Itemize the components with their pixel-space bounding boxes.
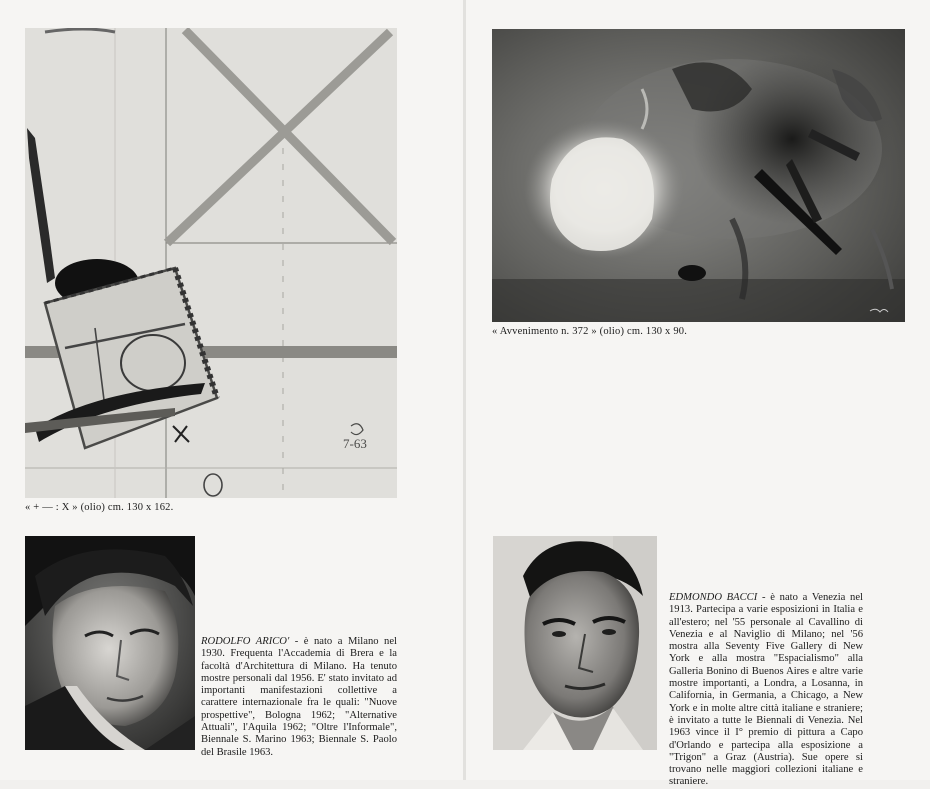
painting-caption-bacci: « Avvenimento n. 372 » (olio) cm. 130 x 90.: [492, 326, 688, 337]
artist-name-bacci: EDMONDO BACCI: [669, 592, 758, 603]
bio-arico: [201, 636, 397, 759]
painting-bacci: [492, 29, 905, 322]
artist-name-arico: RODOLFO ARICO': [201, 636, 290, 647]
bio-bacci: [669, 592, 863, 789]
portrait-bacci: [493, 536, 657, 750]
portrait-arico: [25, 536, 195, 750]
artist-bio-arico: - è nato a Milano nel 1930. Frequenta l'Accademia di Brera e la facoltà d'Architettura di Milano. Ha tenuto mostre personali dal 1956. E' stato invitato ad importanti manifestazioni collettive a carattere internazionale fra le quali: "Nuove prospettive", Bologna 1962; "Alternative Attuali", l'Aquila 1962; "Oltre l'Informale", Biennale S. Marino 1963; Biennale S. Paolo del Brasile 1963.: [201, 636, 397, 758]
painting-signature: 7-63: [343, 436, 367, 451]
painting-caption-arico: « + — : X » (olio) cm. 130 x 162.: [25, 502, 174, 513]
painting-arico: [25, 28, 397, 498]
artist-bio-bacci: - è nato a Venezia nel 1913. Partecipa a varie esposizioni in Italia e all'estero; nel '55 personale al Cavallino di Venezia e al Naviglio di Milano; nel '56 mostra alla Seventy Five Gallery di New York e alla mostra "Espacialismo" alla Galleria Bonino di Buenos Aires e altre varie mostre importanti, a Londra, a Losanna, in California, in Germania, a Chicago, a New York e in molte altre città italiane e straniere; è invitato a tutte le Biennali di Venezia. Nel 1963 vince il I° premio di pittura a Capo d'Orlando e partecipa alla esposizione a "Trigon" a Graz (Austria). Sue opere si trovano nelle maggiori collezioni italiane e straniere.: [669, 592, 863, 788]
